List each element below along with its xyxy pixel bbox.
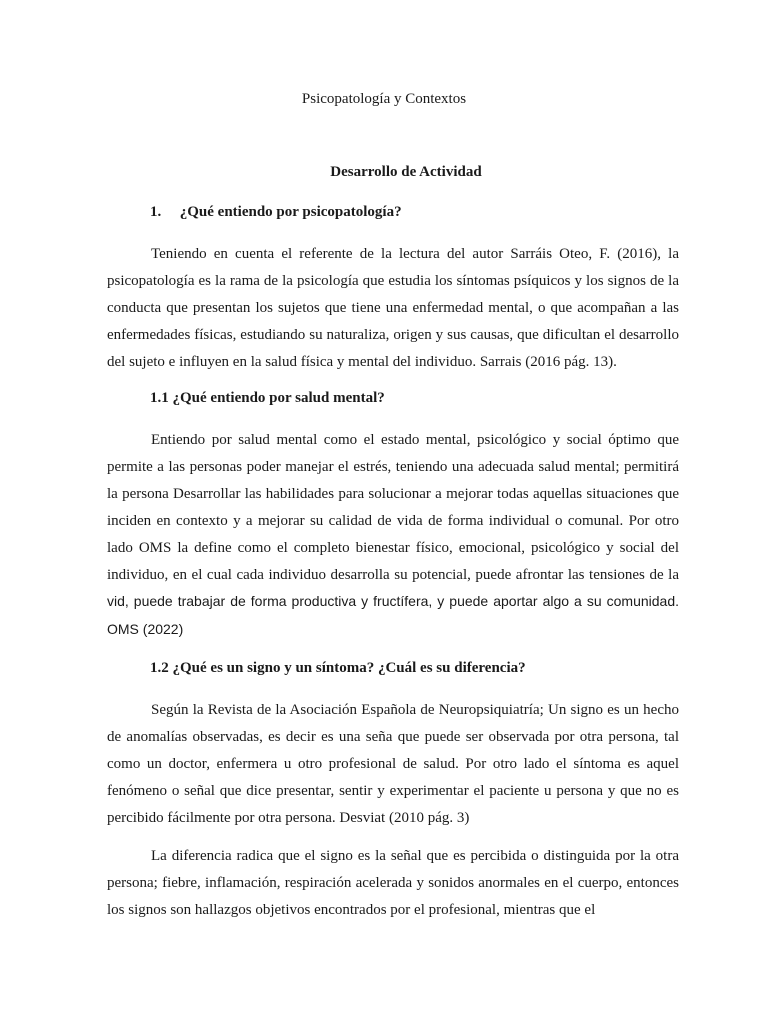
question-1-number: 1. [150, 204, 162, 220]
question-1-paragraph: Teniendo en cuenta el referente de la lectura del autor Sarráis Oteo, F. (2016), la psicopatología es la rama de la psicología que estudia los síntomas psíquicos y los signos de la conducta que presentan los sujetos que tiene una enfermedad mental, o que acompañan a las enfermedades físicas, estudiando su naturaliza, origen y sus causas, que dificultan el desarrollo del sujeto e influyen en la salud física y mental del individuo. Sarrais (2016 pág. 13). [107, 246, 679, 370]
question-1-1-paragraph-sans: vid, puede trabajar de forma productiva y fructífera, y puede aportar algo a su comunidad. OMS (2022) [107, 593, 679, 638]
activity-heading: Desarrollo de Actividad [330, 164, 482, 180]
question-1-1-paragraph [107, 427, 679, 644]
question-1-2-paragraph: Según la Revista de la Asociación Española de Neuropsiquiatría; Un signo es un hecho de anomalías observadas, es decir es una seña que puede ser observada por otra persona, tal como un doctor, enfermera u otro profesional de salud. Por otro lado el síntoma es aquel fenómeno o señal que dice presentar, sentir y experimentar el paciente u persona y que no es percibido fácilmente por otra persona. Desviat (2010 pág. 3) [107, 702, 679, 826]
question-1-2-paragraph-2: La diferencia radica que el signo es la señal que es percibida o distinguida por la otra persona; fiebre, inflamación, respiración acelerada y sonidos anormales en el cuerpo, entonces los signos son hallazgos objetivos encontrados por el profesional, mientras que el [107, 848, 679, 918]
question-1-1-heading: 1.1 ¿Qué entiendo por salud mental? [150, 390, 385, 406]
question-1-heading [150, 204, 402, 221]
question-1-1-paragraph-serif: Entiendo por salud mental como el estado mental, psicológico y social óptimo que permite a las personas poder manejar el estrés, teniendo una adecuada salud mental; permitirá la persona Desarrollar las habilidades para solucionar a mejorar todas aquellas situaciones que inciden en contexto y a mejorar su calidad de vida de forma individual o comunal. Por otro lado OMS la define como el completo bienestar físico, emocional, psicológico y social del individuo, en el cual cada individuo desarrolla su potencial, puede afrontar las tensiones de la [107, 432, 679, 583]
question-1-text: ¿Qué entiendo por psicopatología? [179, 204, 402, 220]
document-title: Psicopatología y Contextos [301, 91, 467, 107]
question-1-2-heading: 1.2 ¿Qué es un signo y un síntoma? ¿Cuál es su diferencia? [150, 660, 526, 676]
